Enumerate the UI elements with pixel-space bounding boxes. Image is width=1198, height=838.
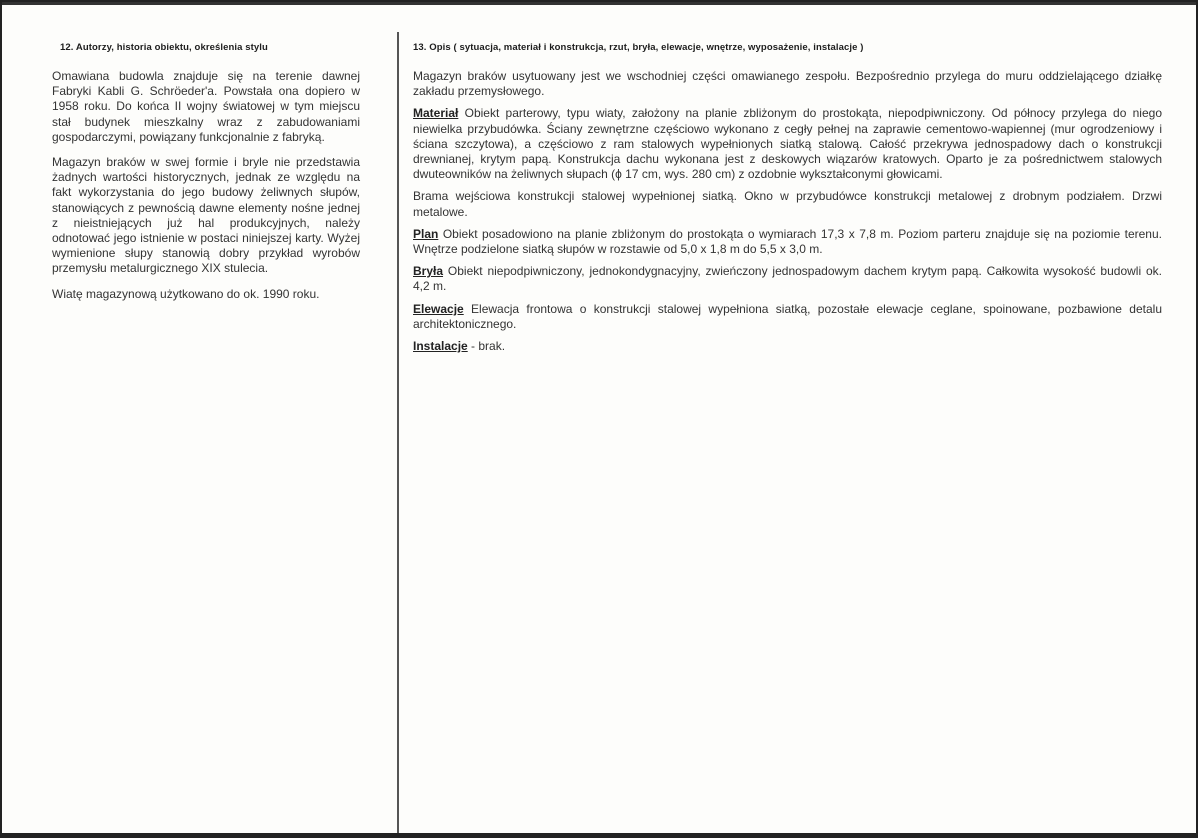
section-12-heading: 12. Autorzy, historia obiektu, określenia stylu bbox=[60, 42, 268, 53]
elewacje-text: Elewacja frontowa o konstrukcji stalowej wypełniona siatką, pozostałe elewacje ceglane, spoinowane, pozbawione detalu architektonicznego. bbox=[413, 301, 1162, 331]
plan-text: Obiekt posadowiono na planie zbliżonym do prostokąta o wymiarach 17,3 x 7,8 m. Poziom parteru znajduje się na poziomie terenu. Wnętrze podzielone siatką słupów w rozstawie od 5,0 x 1,8 m do 5,5 x 3,0 m. bbox=[413, 226, 1162, 257]
instalacje-paragraph bbox=[413, 339, 1162, 354]
instalacje-label: Instalacje bbox=[413, 339, 468, 354]
instalacje-text: - brak. bbox=[467, 339, 506, 354]
section-13-heading: 13. Opis ( sytuacja, materiał i konstrukcja, rzut, bryła, elewacje, wnętrze, wyposażenie, instalacje ) bbox=[413, 42, 864, 53]
material-text: Obiekt parterowy, typu wiaty, założony na planie zbliżonym do prostokąta, niepodpiwniczony. Od północy przylega do niego niewielka przybudówka. Ściany zewnętrzne częściowo wykonano z cegły pełnej na zaprawie cementowo-wapiennej (mur ogrodzeniowy i ściana szczytowa), a częściowo z ram stalowych wypełnionych siatką stalową. Całość przekrywa jednospadowy dach o konstrukcji drewnianej, krytym papą. Konstrukcja dachu wykonana jest z deskowych wiązarów kratowych. Oparto je za pośrednictwem stalowych dwuteowników na żeliwnych słupach (ϕ 17 cm, wys. 280 cm) z ozdobnie wykształconymi głowicami. bbox=[413, 106, 1162, 182]
material-label: Materiał bbox=[413, 106, 459, 121]
bottom-border-line bbox=[2, 833, 1196, 836]
elewacje-label: Elewacje bbox=[413, 301, 464, 316]
elewacje-paragraph bbox=[413, 302, 1162, 332]
intro-paragraph: Magazyn braków usytuowany jest we wschodniej części omawianego zespołu. Bezpośrednio przylega do muru oddzielającego działkę zakładu przemysłowego. bbox=[413, 69, 1162, 99]
section-12-paragraph-2: Magazyn braków w swej formie i bryle nie przedstawia żadnych wartości historycznych, jednak ze względu na fakt wykorzystania do jego budowy żeliwnych słupów, stanowiących z pewnością dawne elementy nośne jednej z nieistniejących już hal produkcyjnych, należy odnotować jego istnienie w postaci niniejszej karty. Wyżej wymienione słupy stanowią dobry przykład wyrobów przemysłu metalurgicznego XIX stulecia. bbox=[52, 155, 360, 276]
plan-paragraph bbox=[413, 227, 1162, 257]
section-12-column bbox=[52, 42, 360, 312]
bryla-label: Bryła bbox=[413, 264, 444, 279]
section-12-paragraph-3: Wiatę magazynową użytkowano do ok. 1990 roku. bbox=[52, 286, 320, 301]
bryla-text: Obiekt niepodpiwniczony, jednokondygnacyjny, zwieńczony jednospadowym dachem krytym papą. Całkowita wysokość budowli ok. 4,2 m. bbox=[413, 264, 1162, 294]
material-paragraph bbox=[413, 106, 1162, 182]
section-12-paragraph-1: Omawiana budowla znajduje się na terenie dawnej Fabryki Kabli G. Schröeder'a. Powstała ona dopiero w 1958 roku. Do końca II wojny światowej w tym miejscu stał budynek mieszkalny wraz z zabudowaniami gospodarczymi, powiązany funkcjonalnie z fabryką. bbox=[52, 69, 360, 144]
top-border-line bbox=[2, 2, 1196, 5]
section-13-column bbox=[413, 42, 1162, 361]
gate-paragraph: Brama wejściowa konstrukcji stalowej wypełnionej siatką. Okno w przybudówce konstrukcji metalowej z drobnym podziałem. Drzwi metalowe. bbox=[413, 189, 1162, 219]
column-divider bbox=[397, 32, 399, 836]
bryla-paragraph bbox=[413, 264, 1162, 294]
plan-label: Plan bbox=[413, 226, 439, 241]
